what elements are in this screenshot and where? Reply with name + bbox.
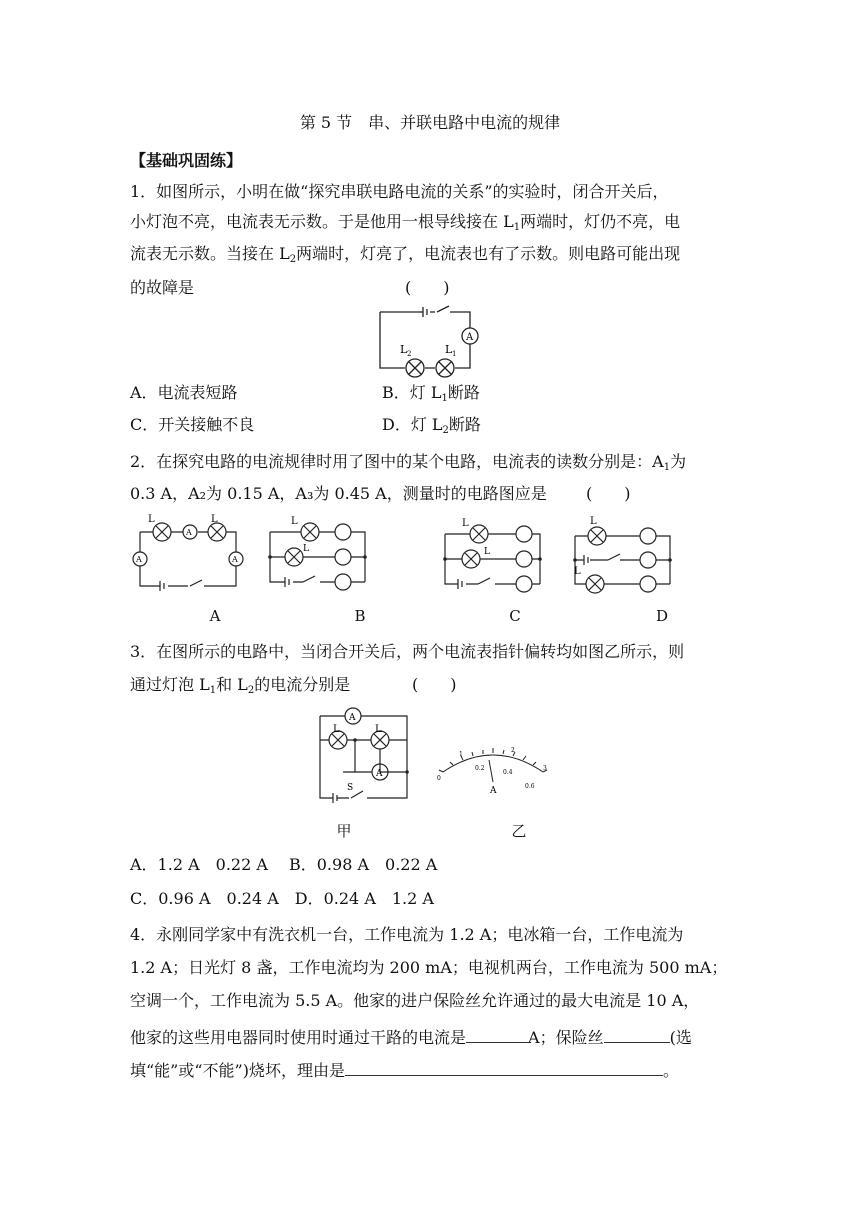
svg-text:L: L [400, 343, 408, 356]
q1-option-b: B．灯 $L_1$断路 [382, 383, 480, 404]
q2-label-c: C [509, 607, 521, 625]
svg-text:L: L [462, 518, 469, 529]
page-title: 第 5 节 串、并联电路中电流的规律 [299, 113, 561, 132]
svg-text:0: 0 [437, 775, 441, 782]
svg-text:L: L [375, 724, 382, 735]
q3-options-row1: A．1.2 A 0.22 A B．0.98 A 0.22 A [130, 855, 438, 874]
q4-line4: 他家的这些用电器同时使用时通过干路的电流是 A；保险丝 (选 [130, 1028, 692, 1047]
q3-line1: 3．在图所示的电路中，当闭合开关后，两个电流表指针偏转均如图乙所示，则 [130, 642, 685, 661]
q1-answer-bracket: ( ) [405, 278, 450, 297]
svg-text:A: A [136, 555, 142, 564]
q4-blank-fuse[interactable] [604, 1026, 670, 1043]
q2-label-b: B [354, 607, 366, 625]
svg-text:L: L [291, 516, 298, 527]
q4-line2: 1.2 A；日光灯 8 盏，工作电流均为 200 mA；电视机两台，工作电流为 500 mA； [130, 958, 728, 977]
svg-text:A: A [232, 555, 238, 564]
svg-text:L: L [484, 547, 490, 557]
q3-line2: 通过灯泡 $L_1$和 $L_2$的电流分别是 [130, 675, 351, 696]
svg-text:L: L [303, 544, 309, 554]
svg-text:L: L [333, 724, 340, 735]
q3-options-row2: C．0.96 A 0.24 A D．0.24 A 1.2 A [130, 889, 434, 908]
q2-circuit-b [265, 514, 375, 596]
q3-circuit-jia [315, 702, 415, 808]
svg-text:1: 1 [452, 350, 457, 358]
q2-label-a: A [209, 607, 221, 625]
svg-text:A: A [490, 786, 497, 796]
q1-line4: 的故障是 [130, 278, 195, 297]
svg-text:0.4: 0.4 [503, 769, 513, 776]
q3-ammeter-dial [435, 740, 555, 800]
q2-answer-bracket: ( ) [586, 484, 631, 503]
svg-text:A: A [376, 769, 383, 779]
section-heading: 【基础巩固练】 [130, 151, 243, 170]
q2-line1: 2．在探究电路的电流规律时用了图中的某个电路，电流表的读数分别是：$A_1$为 [130, 452, 687, 473]
q1-line1: 1．如图所示，小明在做“探究串联电路电流的关系”的实验时，闭合开关后， [130, 182, 669, 201]
q4-line1: 4．永刚同学家中有洗衣机一台，工作电流为 1.2 A；电冰箱一台，工作电流为 [130, 925, 684, 944]
q2-circuit-a [128, 514, 246, 594]
q1-option-d: D．灯 $L_2$断路 [382, 415, 481, 436]
svg-text:A: A [349, 713, 356, 723]
q2-circuit-c [440, 516, 550, 598]
svg-text:L: L [445, 343, 453, 356]
q3-answer-bracket: ( ) [412, 675, 457, 694]
q2-line2: 0.3 A，A₂为 0.15 A，A₃为 0.45 A，测量时的电路图应是 [130, 484, 547, 503]
q1-option-c: C．开关接触不良 [130, 415, 255, 434]
svg-text:3: 3 [543, 765, 547, 772]
q1-line3: 流表无示数。当接在 $L_2$两端时，灯亮了，电流表也有了示数。则电路可能出现 [130, 244, 681, 265]
svg-text:L: L [574, 566, 581, 577]
svg-text:0.6: 0.6 [525, 783, 535, 790]
q2-label-d: D [655, 607, 669, 625]
svg-text:2: 2 [407, 350, 412, 358]
q4-blank-current[interactable] [466, 1026, 528, 1043]
svg-text:1: 1 [459, 751, 463, 758]
q1-circuit-diagram [375, 300, 485, 380]
q4-line3: 空调一个，工作电流为 5.5 A。他家的进户保险丝允许通过的最大电流是 10 A， [130, 991, 700, 1010]
svg-text:L: L [211, 514, 218, 525]
q3-caption-yi: 乙 [511, 822, 527, 840]
svg-text:2: 2 [511, 747, 515, 754]
svg-text:L: L [590, 516, 597, 527]
svg-text:A: A [186, 528, 192, 537]
q4-blank-reason[interactable] [345, 1059, 663, 1076]
q1-ammeter-label: A [466, 332, 474, 343]
svg-text:0.2: 0.2 [475, 765, 485, 772]
q2-circuit-d [570, 514, 680, 596]
svg-text:L: L [148, 514, 155, 525]
svg-text:S: S [347, 783, 354, 793]
q1-line2: 小灯泡不亮，电流表无示数。于是他用一根导线接在 $L_1$两端时，灯仍不亮，电 [130, 212, 681, 233]
q4-line5: 填“能”或“不能”)烧坏，理由是 。 [130, 1061, 679, 1080]
q1-option-a: A．电流表短路 [130, 383, 238, 402]
q3-caption-jia: 甲 [336, 822, 352, 840]
